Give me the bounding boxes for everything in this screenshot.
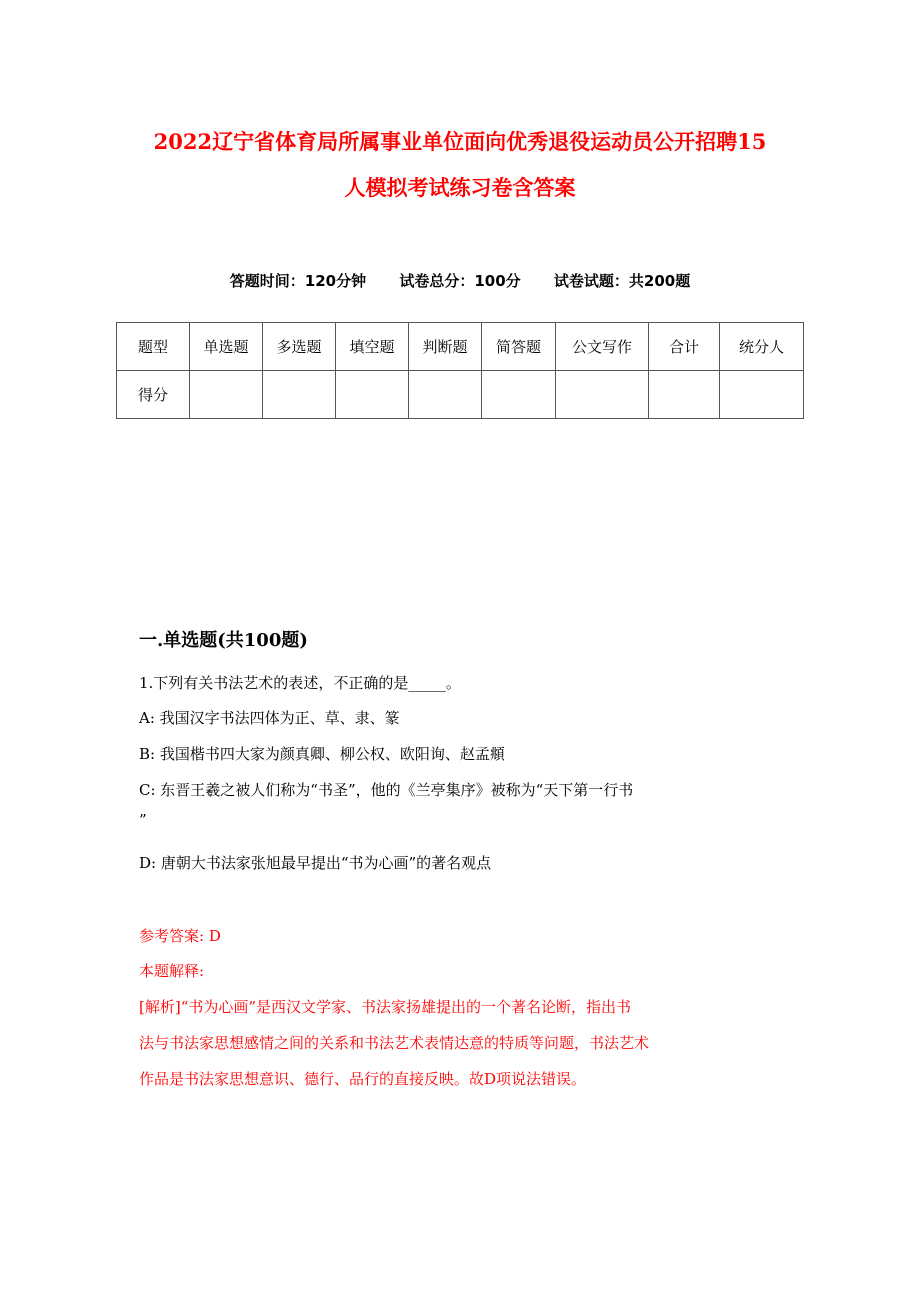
explanation-line: 法与书法家思想感情之间的关系和书法艺术表情达意的特质等问题，书法艺术	[139, 1034, 650, 1052]
document-title-line1: 2022辽宁省体育局所属事业单位面向优秀退役运动员公开招聘15	[153, 129, 767, 154]
header-cell: 填空题	[336, 323, 409, 371]
score-cell	[556, 371, 649, 419]
score-table	[116, 322, 804, 419]
header-cell: 合计	[649, 323, 720, 371]
exam-total-score: 试卷总分：100分	[399, 272, 521, 290]
row-label-cell: 得分	[117, 371, 190, 419]
score-cell	[263, 371, 336, 419]
score-cell	[482, 371, 556, 419]
explanation-line: [解析]“书为心画”是西汉文学家、书法家扬雄提出的一个著名论断，指出书	[139, 998, 632, 1016]
header-cell: 公文写作	[556, 323, 649, 371]
document-title-line2: 人模拟考试练习卷含答案	[344, 175, 576, 200]
option-c: C: 东晋王羲之被人们称为“书圣”，他的《兰亭集序》被称为“天下第一行书	[139, 781, 634, 799]
header-cell: 单选题	[190, 323, 263, 371]
option-b: B: 我国楷书四大家为颜真卿、柳公权、欧阳询、赵孟頫	[139, 745, 505, 763]
option-c-continued: ”	[139, 811, 147, 829]
option-d: D: 唐朝大书法家张旭最早提出“书为心画”的著名观点	[139, 854, 492, 872]
score-cell	[409, 371, 482, 419]
score-cell	[190, 371, 263, 419]
exam-question-count: 试卷试题：共200题	[553, 272, 691, 290]
answer: 参考答案: D	[139, 927, 221, 945]
score-cell	[649, 371, 720, 419]
explanation-line: 作品是书法家思想意识、德行、品行的直接反映。故D项说法错误。	[139, 1070, 587, 1088]
score-cell	[336, 371, 409, 419]
header-cell: 判断题	[409, 323, 482, 371]
explanation-label: 本题解释:	[139, 962, 205, 980]
exam-time: 答题时间：120分钟	[229, 272, 367, 290]
section-title: 一.单选题(共100题)	[139, 630, 308, 651]
header-cell: 题型	[117, 323, 190, 371]
question-stem: 1.下列有关书法艺术的表述，不正确的是_____。	[139, 674, 461, 692]
score-cell	[720, 371, 804, 419]
header-cell: 多选题	[263, 323, 336, 371]
option-a: A: 我国汉字书法四体为正、草、隶、篆	[139, 709, 400, 727]
score-table-score-row	[117, 371, 804, 419]
exam-meta	[0, 270, 920, 291]
score-table-header-row	[117, 323, 804, 371]
header-cell: 统分人	[720, 323, 804, 371]
header-cell: 简答题	[482, 323, 556, 371]
